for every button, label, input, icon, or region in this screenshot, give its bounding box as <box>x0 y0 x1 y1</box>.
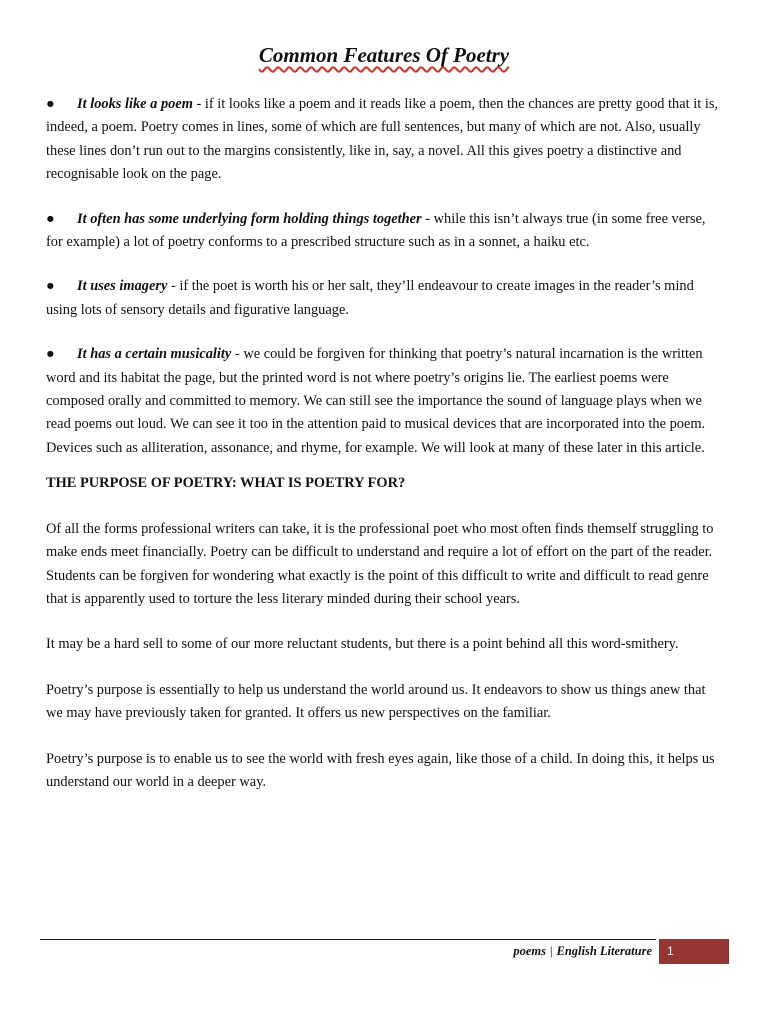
bullet-icon: ● <box>46 96 55 112</box>
bullet-term: It uses imagery <box>77 278 168 295</box>
bullet-item <box>46 208 722 255</box>
bullet-icon: ● <box>46 278 55 295</box>
footer-label <box>420 943 652 959</box>
footer-right-text: English Literature <box>556 944 652 958</box>
bullet-term: It looks like a poem <box>77 96 193 112</box>
document-body <box>46 93 722 794</box>
bullet-item <box>46 93 722 187</box>
footer-separator: | <box>549 944 553 958</box>
body-paragraph: Of all the forms professional writers can take, it is the professional poet who most often finds themself struggling to make ends meet financially. Poetry can be difficult to understand and require a lot of effort on the part of the reader. Students can be forgiven for wondering what exactly is the point of this difficult to write and difficult to read genre that is apparently used to torture the less literary minded during their school years. <box>46 520 714 607</box>
body-paragraph: Poetry’s purpose is essentially to help us understand the world around us. It endeavors to show us things anew that we may have previously taken for granted. It offers us new perspectives on the familiar. <box>46 681 706 722</box>
bullet-item <box>46 343 722 460</box>
bullet-text: - if it looks like a poem and it reads like a poem, then the chances are pretty good that it is, indeed, a poem. Poetry comes in lines, some of which are full sentences, but many of which are not. Also, usually these lines don’t run out to the margins consistently, like in, say, a novel. All this gives poetry a distinctive and recognisable look on the page. <box>46 96 719 183</box>
bullet-icon: ● <box>46 210 55 227</box>
bullet-text: - we could be forgiven for thinking that poetry’s natural incarnation is the written word and its habitat the page, but the printed word is not where poetry’s origins lie. The earliest poems were composed orally and committed to memory. We can still see the importance the sound of language plays when we read poems out loud. We can see it too in the attention paid to musical devices that are incorporated into the poem. Devices such as alliteration, assonance, and rhyme, for example. We will look at many of these later in this article. <box>46 346 706 456</box>
page-number-badge: 1 <box>659 939 729 964</box>
bullet-term: It often has some underlying form holding things together <box>77 210 422 227</box>
bullet-item <box>46 275 722 322</box>
page-title: Common Features Of Poetry <box>258 43 510 67</box>
section-heading: THE PURPOSE OF POETRY: WHAT IS POETRY FOR? <box>46 475 406 492</box>
body-paragraph: Poetry’s purpose is to enable us to see the world with fresh eyes again, like those of a child. In doing this, it helps us understand our world in a deeper way. <box>46 750 715 790</box>
bullet-text: - while this isn’t always true (in some free verse, for example) a lot of poetry conforms to a prescribed structure such as in a sonnet, a haiku etc. <box>46 210 706 251</box>
bullet-text: - if the poet is worth his or her salt, they’ll endeavour to create images in the reader’s mind using lots of sensory details and figurative language. <box>46 278 694 318</box>
body-paragraph: It may be a hard sell to some of our more reluctant students, but there is a point behind all this word-smithery. <box>46 636 679 653</box>
footer-left-text: poems <box>513 944 546 958</box>
footer-divider <box>40 939 656 940</box>
bullet-term: It has a certain musicality <box>77 346 232 363</box>
bullet-icon: ● <box>46 346 55 363</box>
